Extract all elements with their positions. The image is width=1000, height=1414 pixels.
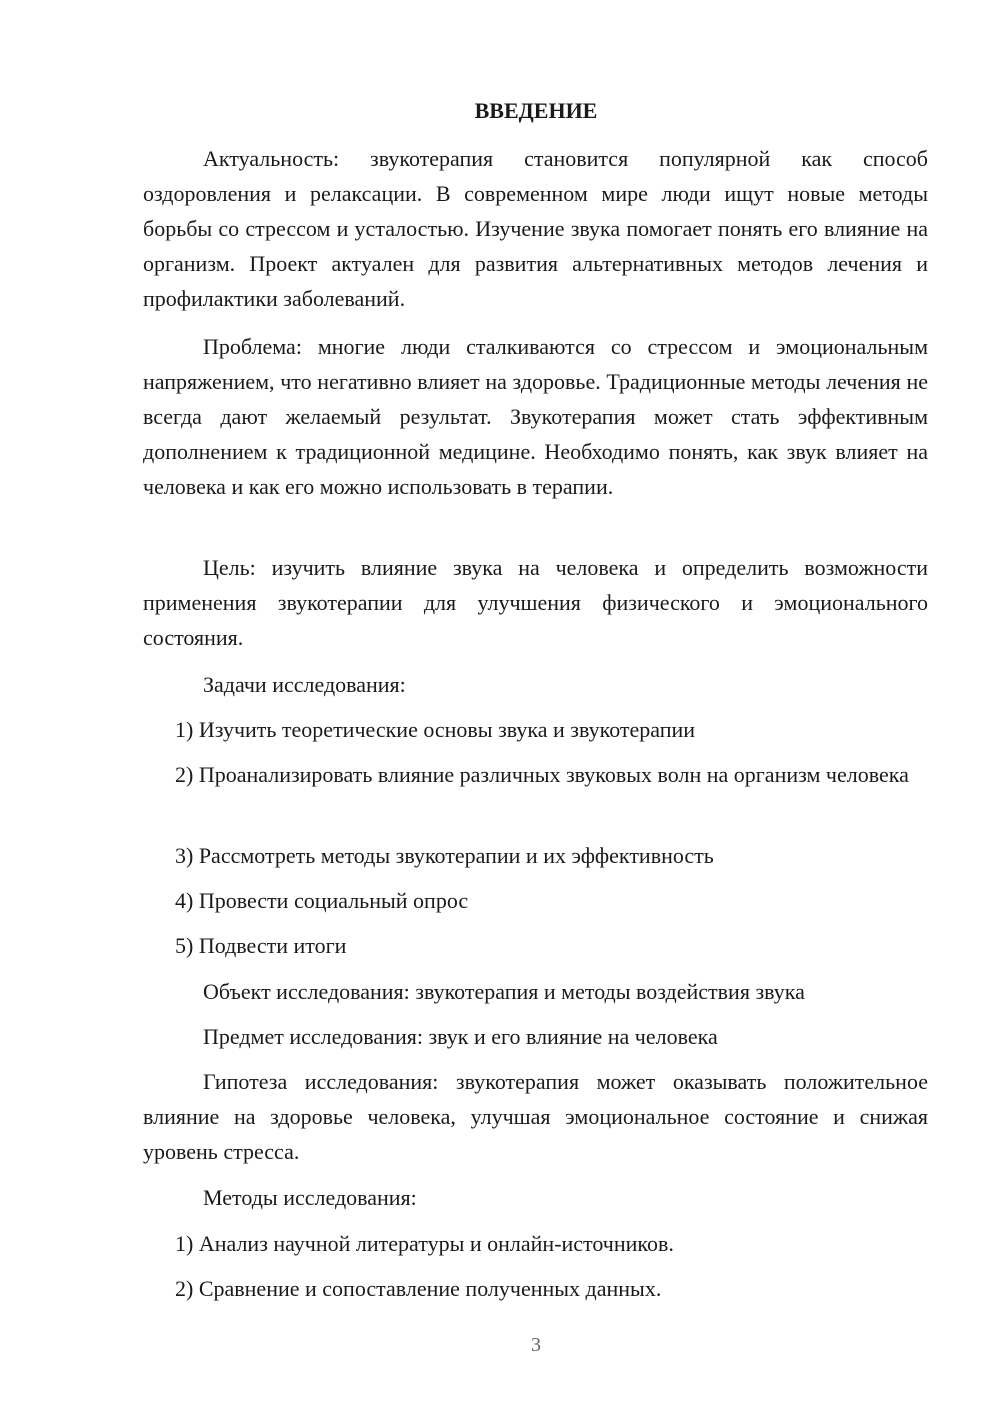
- page-number: 3: [531, 1334, 541, 1356]
- hypothesis-paragraph: Гипотеза исследования: звукотерапия может оказывать положительное влияние на здоровье человека, улучшая эмоциональное состояние и снижая уровень стресса.: [143, 1069, 928, 1164]
- problem-paragraph: Проблема: многие люди сталкиваются со стрессом и эмоциональным напряжением, что негативно влияет на здоровье. Традиционные методы лечения не всегда дают желаемый результат. Звукотерапия может стать эффективным дополнением к традиционной медицине. Необходимо понять, как звук влияет на человека и как его можно использовать в терапии.: [143, 334, 928, 499]
- page-title: ВВЕДЕНИЕ: [474, 98, 598, 123]
- task-item: 1) Изучить теоретические основы звука и звукотерапии: [175, 717, 696, 742]
- method-item: 1) Анализ научной литературы и онлайн-источников.: [175, 1231, 674, 1256]
- goal-paragraph: Цель: изучить влияние звука на человека и определить возможности применения звукотерапии для улучшения физического и эмоционального состояния.: [143, 555, 928, 650]
- task-item: 5) Подвести итоги: [175, 933, 347, 958]
- task-item: 4) Провести социальный опрос: [175, 888, 469, 913]
- relevance-paragraph: Актуальность: звукотерапия становится популярной как способ оздоровления и релаксации. В современном мире люди ищут новые методы борьбы со стрессом и усталостью. Изучение звука помогает понять его влияние на организм. Проект актуален для развития альтернативных методов лечения и профилактики заболеваний.: [143, 146, 928, 311]
- task-item: 2) Проанализировать влияние различных звуковых волн на организм человека: [175, 762, 909, 787]
- object-paragraph: Объект исследования: звукотерапия и методы воздействия звука: [203, 979, 805, 1004]
- method-item: 2) Сравнение и сопоставление полученных данных.: [175, 1276, 662, 1301]
- methods-heading: Методы исследования:: [203, 1185, 417, 1210]
- subject-paragraph: Предмет исследования: звук и его влияние на человека: [203, 1024, 718, 1049]
- task-item: 3) Рассмотреть методы звукотерапии и их эффективность: [175, 843, 714, 868]
- tasks-heading: Задачи исследования:: [203, 672, 406, 697]
